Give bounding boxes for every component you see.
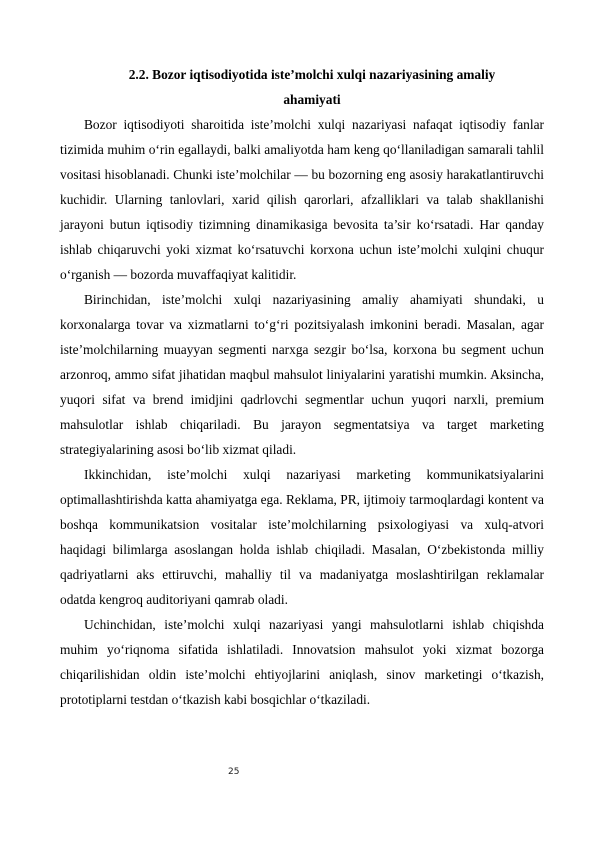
body-paragraph: Uchinchidan, iste’molchi xulqi nazariyasi yangi mahsulotlarni ishlab chiqishda muhim yo‘riqnoma sifatida ishlatiladi. Innovatsion mahsulot yoki xizmat bozorga chiqarilishidan oldin iste’molchi ehtiyojlarini aniqlash, sinov marketingi o‘tkazish, prototiplarni testdan o‘tkazish kabi bosqichlar o‘tkaziladi. xyxy=(60,617,544,707)
document-page xyxy=(60,62,544,712)
section-heading xyxy=(80,62,544,112)
body-paragraph: Birinchidan, iste’molchi xulqi nazariyasining amaliy ahamiyati shundaki, u korxonalarga tovar va xizmatlarni to‘g‘ri pozitsiyalash imkonini beradi. Masalan, agar iste’molchilarning muayyan segmenti narxga sezgir bo‘lsa, korxona bu segment uchun arzonroq, ammo sifat jihatidan maqbul mahsulot liniyalarini yaratishi mumkin. Aksincha, yuqori sifat va brend imidjini qadrlovchi segmentlar uchun yuqori narxli, premium mahsulotlar ishlab chiqariladi. Bu jarayon segmentatsiya va target marketing strategiyalarining asosi bo‘lib xizmat qiladi. xyxy=(60,292,544,457)
body-paragraph: Bozor iqtisodiyoti sharoitida iste’molchi xulqi nazariyasi nafaqat iqtisodiy fanlar tizimida muhim o‘rin egallaydi, balki amaliyotda ham keng qo‘llaniladigan samarali tahlil vositasi hisoblanadi. Chunki iste’molchilar — bu bozorning eng asosiy harakatlantiruvchi kuchidir. Ularning tanlovlari, xarid qilish qarorlari, afzalliklari va talab shakllanishi jarayoni butun iqtisodiy tizimning dinamikasiga bevosita ta’sir ko‘rsatadi. Har qanday ishlab chiqaruvchi yoki xizmat ko‘rsatuvchi korxona uchun iste’molchi xulqini chuqur o‘rganish — bozorda muvaffaqiyat kalitidir. xyxy=(60,117,544,282)
page-number: 25 xyxy=(228,767,240,777)
section-heading-line2: ahamiyati xyxy=(283,92,341,107)
body-paragraph: Ikkinchidan, iste’molchi xulqi nazariyasi marketing kommunikatsiyalarini optimallashtirishda katta ahamiyatga ega. Reklama, PR, ijtimoiy tarmoqlardagi kontent va boshqa kommunikatsion vositalar iste’molchilarning psixologiyasi va xulq-atvori haqidagi bilimlarga asoslangan holda ishlab chiqiladi. Masalan, O‘zbekistonda milliy qadriyatlarni aks ettiruvchi, mahalliy til va madaniyatga moslashtirilgan reklamalar odatda kengroq auditoriyani qamrab oladi. xyxy=(60,467,544,607)
section-heading-line1: 2.2. Bozor iqtisodiyotida iste’molchi xulqi nazariyasining amaliy xyxy=(128,67,496,82)
